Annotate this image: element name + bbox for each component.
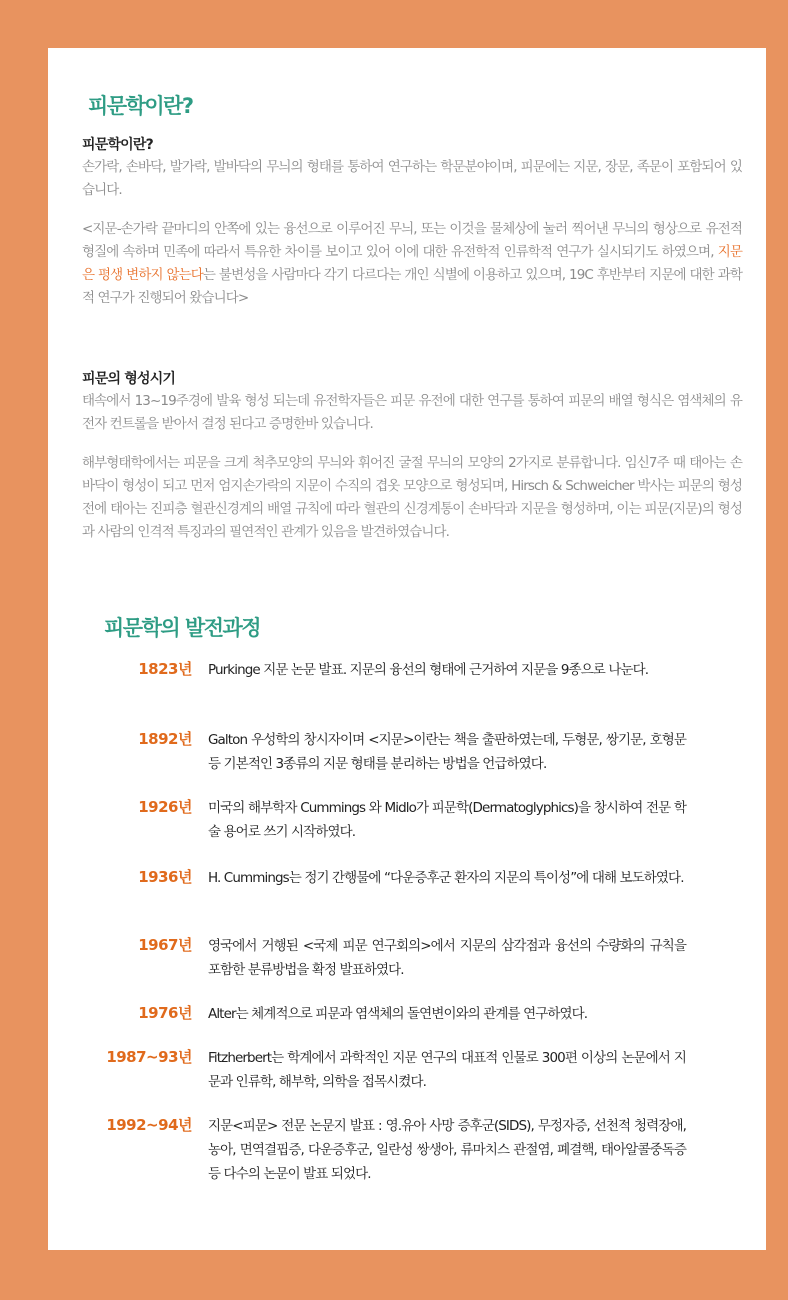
section-title-dermatoglyphics: 피문학이란? <box>88 94 193 118</box>
timeline-text: Alter는 체계적으로 피문과 염색체의 돌연변이와의 관계를 연구하였다. <box>208 1006 588 1022</box>
note-text-end: 는 불변성을 사람마다 각기 다르다는 개인 식별에 이용하고 있으며, 19C 후반부터 지문에 대한 과학적 연구가 진행되어 왔습니다> <box>82 267 742 306</box>
paragraph-formation-1: 태속에서 13~19주경에 발육 형성 되는데 유전학자들은 피문 유전에 대한 연구를 통하여 피문의 배열 형식은 염색체의 유전자 컨트롤을 받아서 결정 된다고 증명한바 있습니다. <box>82 393 742 432</box>
timeline-text: 미국의 해부학자 Cummings 와 Midlo가 피문학(Dermatoglyphics)을 창시하여 전문 학술 용어로 쓰기 시작하였다. <box>208 800 686 840</box>
timeline-text: Purkinge 지문 논문 발표. 지문의 융선의 형태에 근거하여 지문을 9종으로 나눈다. <box>208 662 649 678</box>
paragraph-definition: 손가락, 손바닥, 발가락, 발바닥의 무늬의 형태를 통하여 연구하는 학문분야이며, 피문에는 지문, 장문, 족문이 포함되어 있습니다. <box>82 159 742 198</box>
timeline-text: H. Cummings는 정기 간행물에 “다운증후군 환자의 지문의 특이성”에 대해 보도하였다. <box>208 870 684 886</box>
subheading-what-is: 피문학이란? <box>82 137 153 153</box>
timeline-year: 1967년 <box>138 936 192 954</box>
timeline-year: 1976년 <box>138 1004 192 1022</box>
paragraph-formation-2: 해부형태학에서는 피문을 크게 척추모양의 무늬와 휘어진 굴절 무늬의 모양의 2가지로 분류합니다. 임신7주 때 태아는 손바닥이 형성이 되고 먼저 엄지손가락의 지문이 수직의 겹옷 모양으로 형성되며, Hirsch & Schweicher 박사는 피문의 형성 전에 태아는 진피층 혈관신경계의 배열 규칙에 따라 혈관의 신경계통이 손바닥과 지문을 형성하며, 이는 피문(지문)의 형성과 사람의 인격적 특징과의 필연적인 관계가 있음을 발견하였습니다. <box>82 455 742 540</box>
subheading-formation-period: 피문의 형성시기 <box>82 371 176 387</box>
timeline-year: 1936년 <box>138 868 192 886</box>
timeline-text: Fitzherbert는 학계에서 과학적인 지문 연구의 대표적 인물로 300편 이상의 논문에서 지문과 인류학, 해부학, 의학을 접목시켰다. <box>208 1050 686 1090</box>
timeline-year: 1992~94년 <box>106 1116 192 1134</box>
section-title-history: 피문학의 발전과정 <box>104 616 261 640</box>
timeline-text: 지문<피문> 전문 논문지 발표 : 영.유아 사망 증후군(SIDS), 무정자증, 선천적 청력장애, 농아, 면역결핍증, 다운증후군, 일란성 쌍생아, 류마치스 관절염, 폐결핵, 태아알콜중독증 등 다수의 논문이 발표 되었다. <box>208 1118 686 1182</box>
note-highlight: 지문은 평생 변하지 않는다 <box>82 244 742 283</box>
note-text-start: <지문-손가락 끝마디의 안쪽에 있는 융선으로 이루어진 무늬, 또는 이것을 물체상에 눌러 찍어낸 무늬의 형상으로 유전적 형질에 속하며 민족에 따라서 특유한 차이를 보이고 있어 이에 대한 유전학적 인류학적 연구가 실시되기도 하였으며, <box>82 221 742 260</box>
timeline-year: 1926년 <box>138 798 192 816</box>
timeline-year: 1823년 <box>138 660 192 678</box>
content-card <box>48 48 766 1250</box>
timeline-year: 1892년 <box>138 730 192 748</box>
timeline-text: 영국에서 거행된 <국제 피문 연구회의>에서 지문의 삼각점과 융선의 수량화의 규칙을 포함한 분류방법을 확정 발표하였다. <box>208 938 686 978</box>
paragraph-fingerprint-note <box>82 218 742 310</box>
timeline-year: 1987~93년 <box>106 1048 192 1066</box>
timeline-text: Galton 우성학의 창시자이며 <지문>이란는 책을 출판하였는데, 두형문, 쌍기문, 호형문 등 기본적인 3종류의 지문 형태를 분리하는 방법을 언급하였다. <box>208 732 686 772</box>
